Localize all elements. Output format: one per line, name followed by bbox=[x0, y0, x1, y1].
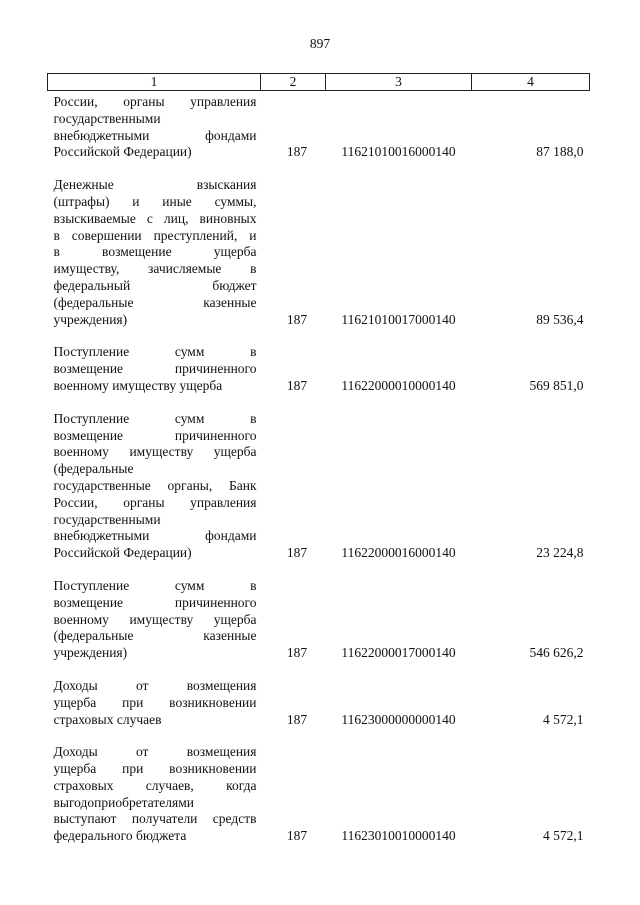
header-col-4: 4 bbox=[472, 74, 590, 91]
header-col-2: 2 bbox=[261, 74, 326, 91]
row-name-line: ущерба при возникновении bbox=[53, 694, 257, 710]
row-name-line: Российской Федерации) bbox=[53, 545, 192, 561]
header-col-1: 1 bbox=[48, 74, 261, 91]
row-sum: 569 851,0 bbox=[529, 377, 584, 393]
row-budget-code: 11622000010000140 bbox=[341, 377, 456, 393]
row-name-line: Поступление сумм в bbox=[53, 410, 257, 426]
row-name-cell bbox=[48, 411, 261, 578]
row-name-line: федерального бюджета bbox=[53, 828, 187, 844]
table-row bbox=[48, 578, 590, 678]
row-name-line: государственными bbox=[53, 511, 161, 527]
row-name-line: Поступление сумм в bbox=[53, 577, 257, 593]
row-name-line: возмещение причиненного bbox=[53, 594, 257, 610]
budget-table bbox=[47, 73, 590, 845]
row-name-line: военному имуществу ущерба bbox=[53, 377, 223, 393]
row-name-line: в совершении преступлений, и bbox=[53, 227, 257, 243]
table-row bbox=[48, 91, 590, 178]
row-budget-code: 11623000000000140 bbox=[341, 711, 456, 727]
row-name-line: учреждения) bbox=[53, 645, 128, 661]
row-name-line: Доходы от возмещения bbox=[53, 744, 257, 760]
row-name-line: страховых случаев bbox=[53, 711, 162, 727]
row-name-line: Доходы от возмещения bbox=[53, 677, 257, 693]
row-name-line: федеральный бюджет bbox=[53, 277, 257, 293]
row-name-line: (федеральные казенные bbox=[53, 628, 257, 644]
row-admin-code: 187 bbox=[286, 311, 308, 327]
table-row bbox=[48, 678, 590, 744]
row-sum: 23 224,8 bbox=[536, 545, 584, 561]
row-name-line: возмещение причиненного bbox=[53, 361, 257, 377]
row-name-cell bbox=[48, 344, 261, 410]
row-sum: 4 572,1 bbox=[543, 711, 584, 727]
row-admin-code: 187 bbox=[286, 545, 308, 561]
row-name-line: выгодоприобретателями bbox=[53, 794, 194, 810]
row-budget-code: 11621010016000140 bbox=[341, 144, 456, 160]
header-col-3: 3 bbox=[326, 74, 472, 91]
header-row bbox=[48, 74, 590, 91]
row-name-line: взыскиваемые с лиц, виновных bbox=[53, 210, 257, 226]
row-name-line: Российской Федерации) bbox=[53, 144, 192, 160]
row-sum: 87 188,0 bbox=[536, 144, 584, 160]
row-name-line: имуществу, зачисляемые в bbox=[53, 261, 257, 277]
row-name-line: Поступление сумм в bbox=[53, 344, 257, 360]
row-name-line: Денежные взыскания bbox=[53, 177, 257, 193]
row-budget-code: 11622000016000140 bbox=[341, 545, 456, 561]
row-name-line: страховых случаев, когда bbox=[53, 777, 257, 793]
row-budget-code: 11621010017000140 bbox=[341, 311, 456, 327]
table-row bbox=[48, 744, 590, 845]
row-admin-code: 187 bbox=[286, 144, 308, 160]
table-row bbox=[48, 177, 590, 344]
row-name-line: внебюджетными фондами bbox=[53, 127, 257, 143]
row-name-line: (федеральные bbox=[53, 461, 134, 477]
row-name-cell bbox=[48, 177, 261, 344]
row-name-line: внебюджетными фондами bbox=[53, 528, 257, 544]
row-name-line: в возмещение ущерба bbox=[53, 244, 257, 260]
table-row bbox=[48, 344, 590, 410]
row-name-cell bbox=[48, 578, 261, 678]
page-number: 897 bbox=[309, 36, 331, 51]
row-name-line: военному имуществу ущерба bbox=[53, 611, 257, 627]
table-row bbox=[48, 411, 590, 578]
row-admin-code: 187 bbox=[286, 377, 308, 393]
table-body bbox=[48, 91, 590, 846]
row-sum: 89 536,4 bbox=[536, 311, 584, 327]
row-name-line: выступают получатели средств bbox=[53, 811, 257, 827]
row-name-line: России, органы управления bbox=[53, 494, 257, 510]
row-sum: 546 626,2 bbox=[529, 645, 584, 661]
row-admin-code: 187 bbox=[286, 645, 308, 661]
row-name-cell bbox=[48, 91, 261, 178]
row-name-cell bbox=[48, 744, 261, 845]
row-budget-code: 11622000017000140 bbox=[341, 645, 456, 661]
row-name-line: России, органы управления bbox=[53, 94, 257, 109]
row-name-line: (федеральные казенные bbox=[53, 294, 257, 310]
row-name-line: военному имуществу ущерба bbox=[53, 444, 257, 460]
row-budget-code: 11623010010000140 bbox=[341, 828, 456, 844]
row-name-cell bbox=[48, 678, 261, 744]
row-name-line: возмещение причиненного bbox=[53, 427, 257, 443]
row-name-line: государственными bbox=[53, 110, 161, 126]
row-name-line: (штрафы) и иные суммы, bbox=[53, 193, 257, 209]
row-name-line: учреждения) bbox=[53, 311, 128, 327]
table-header bbox=[48, 74, 590, 91]
row-name-line: ущерба при возникновении bbox=[53, 761, 257, 777]
row-name-line: государственные органы, Банк bbox=[53, 477, 257, 493]
row-sum: 4 572,1 bbox=[543, 828, 584, 844]
row-admin-code: 187 bbox=[286, 828, 308, 844]
row-admin-code: 187 bbox=[286, 711, 308, 727]
